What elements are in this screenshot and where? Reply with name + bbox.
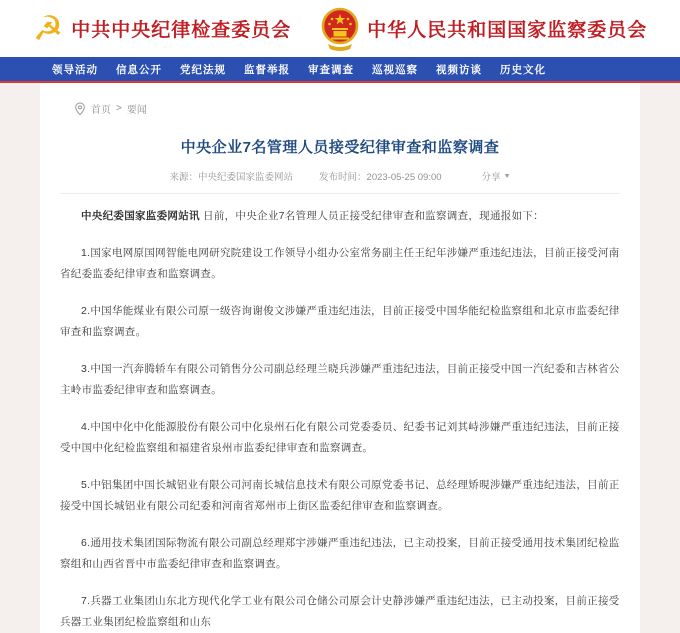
- article-paragraph-4: 4.中国中化中化能源股份有限公司中化泉州石化有限公司党委委员、纪委书记刘其峙涉嫌严重违纪违法，目前正接受中国中化纪检监察组和福建省泉州市监委纪律审查和监察调查。: [60, 421, 620, 454]
- location-pin-icon: [74, 102, 86, 116]
- article-paragraph-5: 5.中铝集团中国长城铝业有限公司河南长城信息技术有限公司原党委书记、总经理矫晛涉嫌严重违纪违法，目前正接受中国长城铝业有限公司纪委和河南省郑州市上街区监委纪律审查和监察调查。: [60, 479, 620, 512]
- article-title: 中央企业7名管理人员接受纪律审查和监察调查: [180, 139, 500, 156]
- breadcrumb-current[interactable]: 要闻: [126, 105, 147, 116]
- nav-item-information-disclosure[interactable]: 信息公开: [116, 63, 162, 76]
- source-value: 中央纪委国家监委网站: [198, 172, 294, 183]
- breadcrumb-separator: >: [116, 103, 122, 114]
- article-paragraph-2: 2.中国华能煤业有限公司原一级咨询谢俊文涉嫌严重违纪违法，目前正接受中国华能纪检监察组和北京市监委纪律审查和监察调查。: [60, 305, 620, 338]
- article-paragraph-3: 3.中国一汽奔腾轿车有限公司销售分公司副总经理兰晓兵涉嫌严重违纪违法，目前正接受中国一汽纪委和吉林省公主岭市监委纪律审查和监察调查。: [60, 363, 620, 396]
- time-label: 发布时间：: [319, 172, 367, 183]
- nav-item-video-interviews[interactable]: 视频访谈: [436, 63, 482, 76]
- article-publish-time: [319, 169, 442, 183]
- nav-item-leadership-activities[interactable]: 领导活动: [52, 63, 98, 76]
- article-paragraph-1: 1.国家电网原国网智能电网研究院建设工作领导小组办公室常务副主任王纪年涉嫌严重违纪违法，目前正接受河南省纪委监委纪律审查和监察调查。: [60, 247, 620, 280]
- org-nsc: [321, 8, 647, 50]
- article-paragraph-7: 7.兵器工业集团山东北方现代化学工业有限公司仓储公司原会计史静涉嫌严重违纪违法，已主动投案，目前正接受兵器工业集团纪检监察组和山东: [60, 595, 620, 628]
- share-label: 分享: [481, 172, 501, 183]
- org-nsc-title: 中华人民共和国国家监察委员会: [367, 20, 648, 41]
- lead-rest: 日前，中央企业7名管理人员正接受纪律审查和监察调查，现通报如下：: [199, 210, 544, 222]
- article-paragraph-6: 6.通用技术集团国际物流有限公司副总经理郑宇涉嫌严重违纪违法，已主动投案，目前正接受通用技术集团纪检监察组和山西省晋中市监委纪律审查和监察调查。: [60, 537, 620, 570]
- article-meta: [60, 169, 620, 194]
- time-value: 2023-05-25 09:00: [366, 172, 442, 183]
- nav-item-party-discipline-regulations[interactable]: 党纪法规: [180, 63, 226, 76]
- source-label: 来源：: [169, 172, 198, 183]
- breadcrumb: [60, 95, 620, 120]
- chevron-down-icon: ▼: [503, 172, 511, 180]
- prc-national-emblem-icon: [321, 8, 359, 50]
- nav-item-inspection-tours[interactable]: 巡视巡察: [372, 63, 418, 76]
- org-ccdi: [32, 8, 292, 49]
- breadcrumb-home[interactable]: 首页: [91, 105, 111, 116]
- org-ccdi-title: 中共中央纪律检查委员会: [71, 20, 292, 41]
- share-button[interactable]: [482, 169, 511, 183]
- nav-item-review-investigation[interactable]: 审查调查: [308, 63, 354, 76]
- main-nav: [0, 57, 680, 83]
- site-header: [0, 0, 680, 57]
- party-emblem-hammer-sickle-icon: ☭: [32, 8, 64, 49]
- nav-item-history-culture[interactable]: 历史文化: [500, 63, 546, 76]
- article-lead-paragraph: [60, 206, 620, 227]
- article-body: [60, 206, 620, 633]
- nav-item-supervision-reporting[interactable]: 监督举报: [244, 63, 290, 76]
- lead-source-bold: 中央纪委国家监委网站讯: [81, 210, 200, 222]
- article-source: [169, 169, 293, 183]
- content-card: [40, 83, 640, 633]
